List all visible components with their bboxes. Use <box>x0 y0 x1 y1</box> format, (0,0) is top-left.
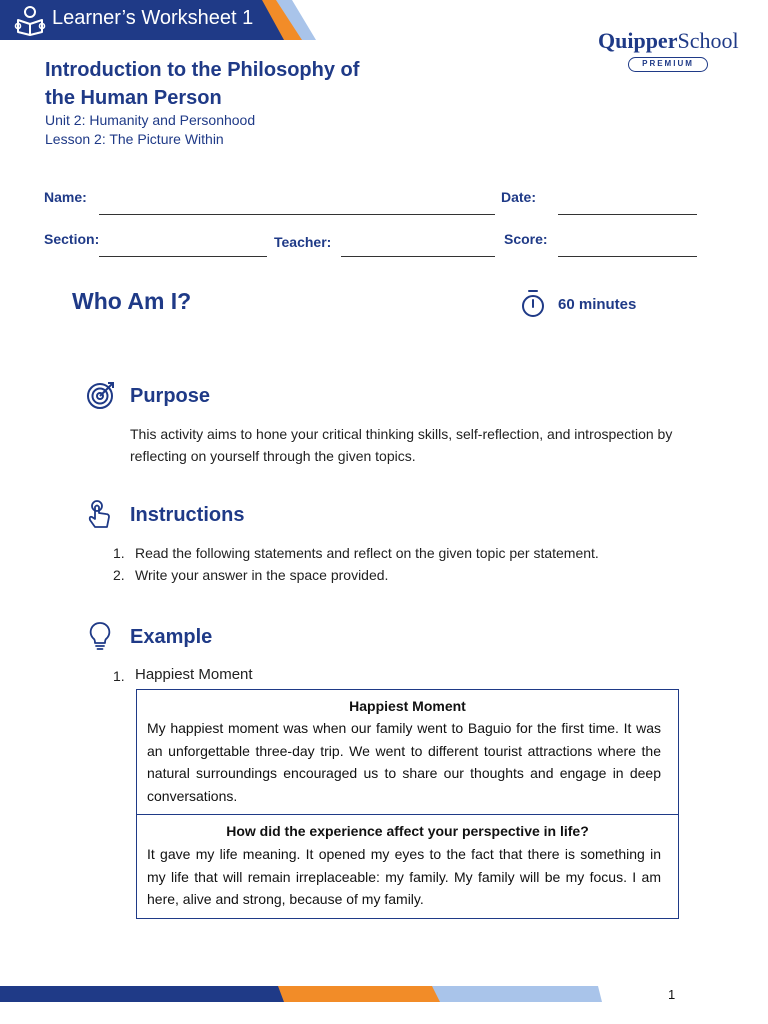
worksheet-title: Learner’s Worksheet 1 <box>52 7 254 29</box>
pointing-hand-icon <box>84 499 116 531</box>
example-box-title-2: How did the experience affect your perspective in life? <box>226 823 589 839</box>
instruction-text: Read the following statements and reflect on the given topic per statement. <box>135 545 599 561</box>
instruction-text: Write your answer in the space provided. <box>135 567 389 583</box>
score-label: Score: <box>504 231 548 247</box>
lesson-label: Lesson 2: The Picture Within <box>45 131 224 147</box>
example-label: Happiest Moment <box>135 666 253 683</box>
instruction-number: 1. <box>113 545 125 561</box>
brand-bold: Quipper <box>598 28 678 53</box>
teacher-field[interactable] <box>341 256 495 257</box>
section-field[interactable] <box>99 256 267 257</box>
example-box-text-2: It gave my life meaning. It opened my eyes to the fact that there is something in my life that will remain irreplaceable: my family. My family will be my focus. I am here, alive and strong, because of my family. <box>147 846 661 907</box>
target-icon <box>85 379 117 411</box>
brand-logo <box>598 28 739 54</box>
subject-title: Introduction to the Philosophy of the Human Person <box>45 59 360 109</box>
name-field[interactable] <box>99 214 495 215</box>
example-number: 1. <box>113 668 125 684</box>
activity-duration: 60 minutes <box>558 296 637 313</box>
name-label: Name: <box>44 189 87 205</box>
teacher-label: Teacher: <box>274 234 332 250</box>
stopwatch-icon <box>520 289 546 319</box>
brand-regular: School <box>677 28 739 53</box>
date-field[interactable] <box>558 214 697 215</box>
instruction-number: 2. <box>113 567 125 583</box>
example-box-divider <box>136 814 679 815</box>
activity-title: Who Am I? <box>72 288 192 314</box>
section-label: Section: <box>44 231 100 247</box>
purpose-heading: Purpose <box>130 385 211 407</box>
purpose-text: This activity aims to hone your critical thinking skills, self-reflection, and introspection by reflecting on yourself through the given topics. <box>130 426 673 464</box>
page-number: 1 <box>668 987 676 1002</box>
example-box-text-1: My happiest moment was when our family went to Baguio for the first time. It was an unforgettable three-day trip. We went to different tourist attractions where the natural surroundings encouraged us to share our thoughts and engage in deep conversations. <box>147 720 661 804</box>
date-label: Date: <box>501 189 537 205</box>
score-field[interactable] <box>558 256 697 257</box>
lightbulb-icon <box>84 620 116 652</box>
footer-stripe <box>0 986 768 1002</box>
example-heading: Example <box>130 626 213 648</box>
example-box-title-1: Happiest Moment <box>349 698 466 714</box>
premium-badge: PREMIUM <box>628 57 708 72</box>
unit-label: Unit 2: Humanity and Personhood <box>45 112 256 128</box>
instructions-heading: Instructions <box>130 504 245 526</box>
learner-reading-icon <box>14 4 46 36</box>
